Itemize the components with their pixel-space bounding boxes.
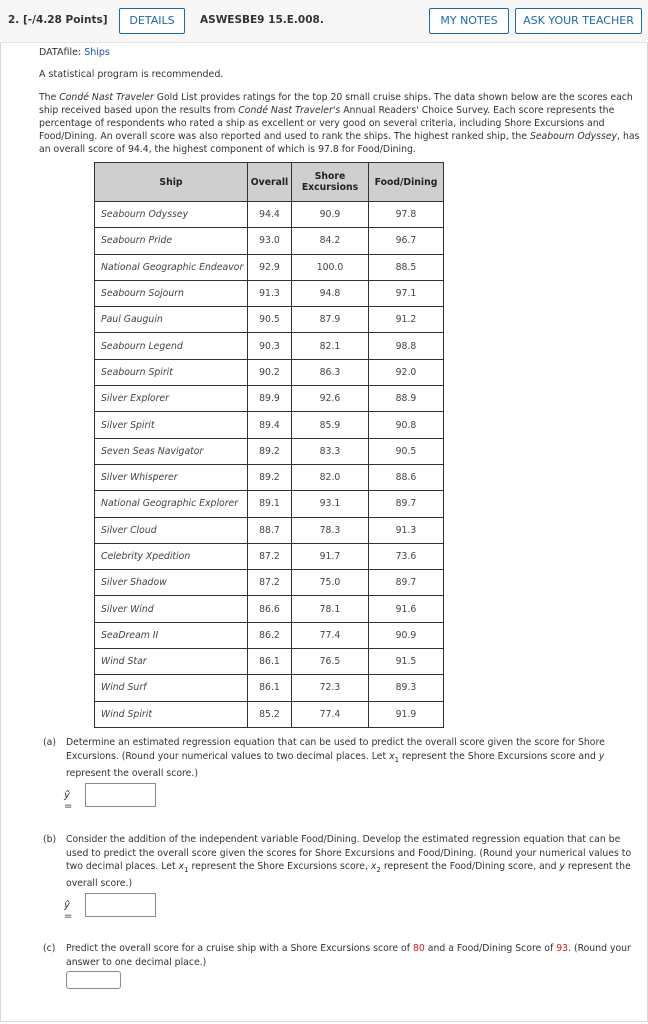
ask-teacher-button[interactable]: ASK YOUR TEACHER	[515, 8, 642, 34]
part-a	[43, 736, 643, 780]
ships-table	[94, 162, 444, 728]
table-row	[95, 464, 444, 490]
overall-cell: 88.7	[248, 517, 292, 543]
ship-name-cell: Silver Shadow	[95, 570, 248, 596]
ship-name-cell: Silver Wind	[95, 596, 248, 622]
overall-cell: 94.4	[248, 202, 292, 228]
overall-cell: 86.1	[248, 675, 292, 701]
food-cell: 91.3	[369, 517, 444, 543]
table-row	[95, 386, 444, 412]
ship-name-cell: Celebrity Xpedition	[95, 543, 248, 569]
ship-name-cell: Silver Spirit	[95, 412, 248, 438]
table-row	[95, 202, 444, 228]
overall-cell: 87.2	[248, 543, 292, 569]
shore-cell: 83.3	[292, 438, 369, 464]
table-row	[95, 228, 444, 254]
ship-name-cell: Wind Spirit	[95, 701, 248, 727]
overall-cell: 91.3	[248, 280, 292, 306]
overall-cell: 85.2	[248, 701, 292, 727]
food-cell: 73.6	[369, 543, 444, 569]
shore-cell: 77.4	[292, 622, 369, 648]
table-row	[95, 491, 444, 517]
table-row	[95, 280, 444, 306]
shore-cell: 93.1	[292, 491, 369, 517]
food-cell: 91.5	[369, 649, 444, 675]
part-b	[43, 833, 643, 891]
food-cell: 88.5	[369, 254, 444, 280]
overall-cell: 90.5	[248, 307, 292, 333]
shore-cell: 78.1	[292, 596, 369, 622]
col-header-food: Food/Dining	[369, 163, 444, 202]
ship-name-cell: Seabourn Legend	[95, 333, 248, 359]
details-button[interactable]: DETAILS	[119, 8, 185, 34]
datafile-line	[39, 47, 110, 58]
shore-cell: 78.3	[292, 517, 369, 543]
overall-cell: 89.2	[248, 438, 292, 464]
shore-cell: 100.0	[292, 254, 369, 280]
ship-name-cell: Wind Surf	[95, 675, 248, 701]
overall-cell: 89.1	[248, 491, 292, 517]
ship-name-cell: National Geographic Explorer	[95, 491, 248, 517]
shore-cell: 76.5	[292, 649, 369, 675]
col-header-shore: Shore Excursions	[292, 163, 369, 202]
overall-cell: 89.4	[248, 412, 292, 438]
ship-name-cell: Seabourn Spirit	[95, 359, 248, 385]
table-row	[95, 570, 444, 596]
overall-cell: 90.2	[248, 359, 292, 385]
overall-cell: 90.3	[248, 333, 292, 359]
food-cell: 97.8	[369, 202, 444, 228]
food-cell: 88.6	[369, 464, 444, 490]
food-cell: 90.9	[369, 622, 444, 648]
table-row	[95, 596, 444, 622]
part-b-label: (b)	[43, 834, 57, 845]
table-row	[95, 359, 444, 385]
question-number: 2. [-/4.28 Points]	[8, 14, 108, 26]
ship-name-cell: Seabourn Sojourn	[95, 280, 248, 306]
shore-cell: 75.0	[292, 570, 369, 596]
food-cell: 97.1	[369, 280, 444, 306]
shore-cell: 91.7	[292, 543, 369, 569]
shore-cell: 72.3	[292, 675, 369, 701]
part-b-answer-input[interactable]	[85, 893, 156, 917]
shore-cell: 87.9	[292, 307, 369, 333]
table-row	[95, 701, 444, 727]
table-row	[95, 307, 444, 333]
intro-paragraph: The Condé Nast Traveler Gold List provides ratings for the top 20 small cruise ships. The data shown below are the scores each ship received based upon the results from Condé Nast Traveler's Annual Readers' Choice Survey. Each score represents the percentage of respondents who rated a ship as excellent or very good on several criteria, including Shore Excursions and Food/Dining. An overall score was also reported and used to rank the ships. The highest ranked ship, the Seabourn Odyssey, has an overall score of 94.4, the highest component of which is 97.8 for Food/Dining.	[39, 92, 640, 155]
food-cell: 89.3	[369, 675, 444, 701]
question-code: ASWESBE9 15.E.008.	[200, 14, 324, 26]
shore-cell: 84.2	[292, 228, 369, 254]
col-header-ship: Ship	[95, 163, 248, 202]
food-cell: 89.7	[369, 491, 444, 517]
food-cell: 91.9	[369, 701, 444, 727]
shore-cell: 86.3	[292, 359, 369, 385]
ship-name-cell: SeaDream II	[95, 622, 248, 648]
ship-name-cell: Silver Cloud	[95, 517, 248, 543]
ship-name-cell: Seven Seas Navigator	[95, 438, 248, 464]
part-c-answer-input[interactable]	[66, 971, 121, 989]
datafile-link[interactable]: Ships	[84, 47, 110, 58]
overall-cell: 86.6	[248, 596, 292, 622]
overall-cell: 86.2	[248, 622, 292, 648]
recommend-note: A statistical program is recommended.	[39, 69, 224, 80]
food-cell: 91.2	[369, 307, 444, 333]
col-header-overall: Overall	[248, 163, 292, 202]
table-row	[95, 543, 444, 569]
yhat-label-b: ŷ =	[64, 900, 73, 922]
food-cell: 92.0	[369, 359, 444, 385]
part-a-answer-input[interactable]	[85, 783, 156, 807]
yhat-label-a: ŷ =	[64, 790, 73, 812]
shore-cell: 77.4	[292, 701, 369, 727]
food-cell: 98.8	[369, 333, 444, 359]
shore-cell: 92.6	[292, 386, 369, 412]
ship-name-cell: Silver Whisperer	[95, 464, 248, 490]
ship-name-cell: Seabourn Odyssey	[95, 202, 248, 228]
table-row	[95, 438, 444, 464]
food-cell: 90.8	[369, 412, 444, 438]
part-a-label: (a)	[43, 737, 56, 748]
overall-cell: 89.2	[248, 464, 292, 490]
part-c-label: (c)	[43, 943, 56, 954]
shore-cell: 82.1	[292, 333, 369, 359]
overall-cell: 87.2	[248, 570, 292, 596]
part-a-text: Determine an estimated regression equation that can be used to predict the overall score given the score for Shore Excursions. (Round your numerical values to two decimal places. Let $x_1$ represent the Shore Excursions score and y represent the overall score.)	[66, 737, 605, 779]
table-row	[95, 649, 444, 675]
part-c	[43, 942, 643, 969]
ship-name-cell: National Geographic Endeavor	[95, 254, 248, 280]
part-c-text: Predict the overall score for a cruise ship with a Shore Excursions score of 80 and a Food/Dining Score of 93. (Round your answer to one decimal place.)	[66, 943, 631, 968]
part-b-text: Consider the addition of the independent variable Food/Dining. Develop the estimated regression equation that can be used to predict the overall score given the scores for Shore Excursions and Food/Dining. (Round your numerical values to two decimal places. Let $x_1$ represent the Shore Excursions score, $x_2$ represent the Food/Dining score, and y represent the overall score.)	[66, 834, 632, 890]
overall-cell: 93.0	[248, 228, 292, 254]
overall-cell: 89.9	[248, 386, 292, 412]
table-row	[95, 412, 444, 438]
food-cell: 90.5	[369, 438, 444, 464]
overall-cell: 86.1	[248, 649, 292, 675]
ship-name-cell: Paul Gauguin	[95, 307, 248, 333]
food-cell: 89.7	[369, 570, 444, 596]
food-cell: 91.6	[369, 596, 444, 622]
overall-cell: 92.9	[248, 254, 292, 280]
ship-name-cell: Silver Explorer	[95, 386, 248, 412]
shore-cell: 94.8	[292, 280, 369, 306]
datafile-label: DATAfile:	[39, 47, 82, 58]
ship-name-cell: Seabourn Pride	[95, 228, 248, 254]
table-row	[95, 622, 444, 648]
shore-cell: 82.0	[292, 464, 369, 490]
table-row	[95, 517, 444, 543]
shore-cell: 85.9	[292, 412, 369, 438]
ship-name-cell: Wind Star	[95, 649, 248, 675]
my-notes-button[interactable]: MY NOTES	[429, 8, 509, 34]
table-header-row	[95, 163, 444, 202]
food-cell: 96.7	[369, 228, 444, 254]
table-row	[95, 333, 444, 359]
question-header	[0, 0, 648, 43]
table-row	[95, 675, 444, 701]
food-cell: 88.9	[369, 386, 444, 412]
shore-cell: 90.9	[292, 202, 369, 228]
table-row	[95, 254, 444, 280]
